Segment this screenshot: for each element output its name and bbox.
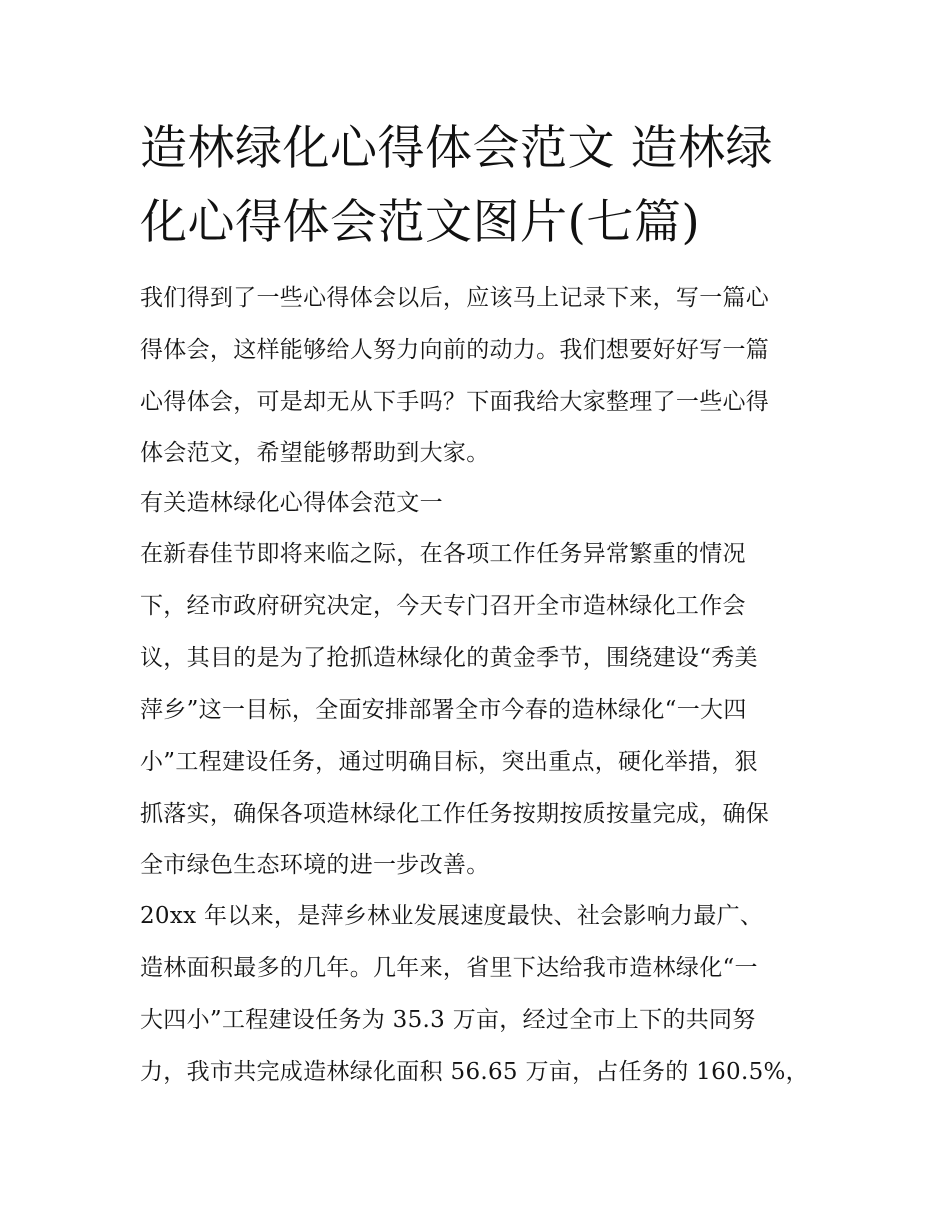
paragraph-2-line-1: 20xx 年以来，是萍乡林业发展速度最快、社会影响力最广、 <box>140 903 764 929</box>
paragraph-1-line-6: 抓落实，确保各项造林绿化工作任务按期按质按量完成，确保 <box>140 801 770 827</box>
intro-line-2: 得体会，这样能够给人努力向前的动力。我们想要好好写一篇 <box>140 337 770 363</box>
intro-line-3: 心得体会，可是却无从下手吗？下面我给大家整理了一些心得 <box>140 389 770 415</box>
paragraph-2-line-4: 力，我市共完成造林绿化面积 56.65 万亩，占任务的 160.5%， <box>140 1059 809 1085</box>
paragraph-1-line-5: 小”工程建设任务，通过明确目标，突出重点，硬化举措，狠 <box>140 749 758 775</box>
paragraph-1-line-7: 全市绿色生态环境的进一步改善。 <box>140 852 490 878</box>
title-line-1: 造林绿化心得体会范文 造林绿 <box>140 121 773 176</box>
intro-line-4: 体会范文，希望能够帮助到大家。 <box>140 440 490 466</box>
paragraph-1-line-3: 议，其目的是为了抢抓造林绿化的黄金季节，围绕建设“秀美 <box>140 645 758 671</box>
document-title <box>140 112 810 260</box>
paragraph-1-line-1: 在新春佳节即将来临之际，在各项工作任务异常繁重的情况 <box>140 541 746 567</box>
paragraph-2-line-3: 大四小”工程建设任务为 35.3 万亩，经过全市上下的共同努 <box>140 1007 756 1033</box>
intro-line-1: 我们得到了一些心得体会以后，应该马上记录下来，写一篇心 <box>140 285 770 311</box>
section-heading: 有关造林绿化心得体会范文一 <box>140 490 443 516</box>
paragraph-2-line-2: 造林面积最多的几年。几年来，省里下达给我市造林绿化“一 <box>140 955 758 981</box>
title-line-2: 化心得体会范文图片(七篇) <box>140 195 701 250</box>
paragraph-1-line-4: 萍乡”这一目标，全面安排部署全市今春的造林绿化“一大四 <box>140 697 747 723</box>
document-body <box>140 272 816 1098</box>
paragraph-1-line-2: 下，经市政府研究决定，今天专门召开全市造林绿化工作会 <box>140 593 746 619</box>
